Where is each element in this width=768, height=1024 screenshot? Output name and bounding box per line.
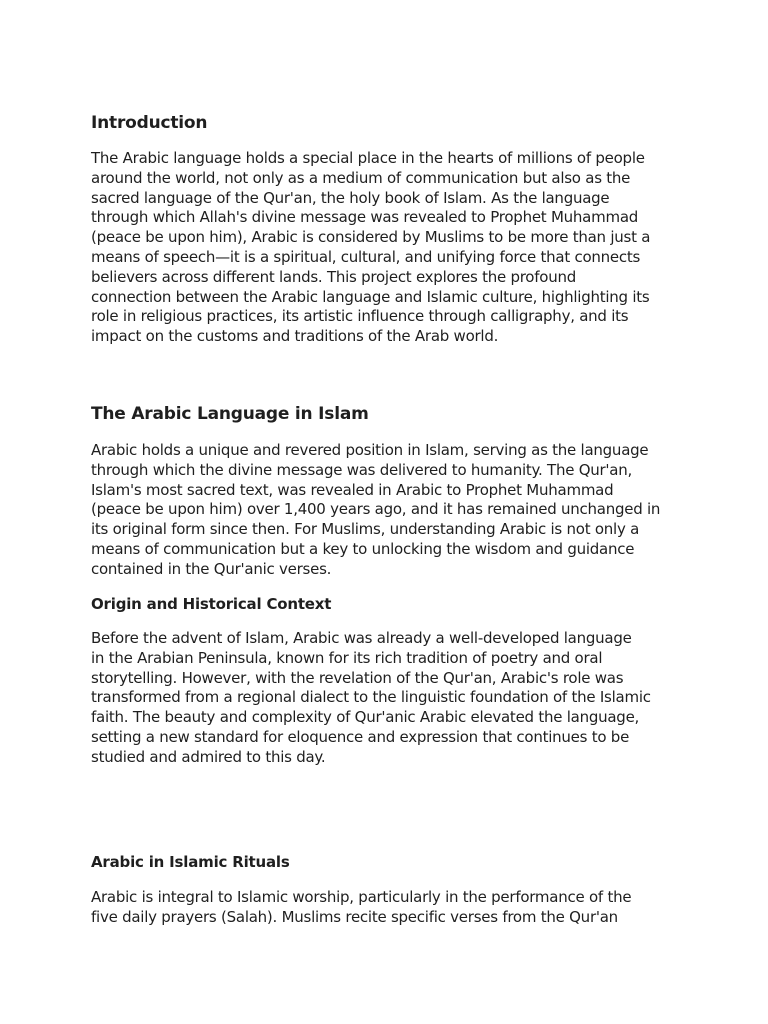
text-line: transformed from a regional dialect to the linguistic foundation of the Islamic (91, 688, 651, 707)
text-line: contained in the Qur'anic verses. (91, 559, 332, 578)
text-line: five daily prayers (Salah). Muslims recite specific verses from the Qur'an (91, 907, 618, 926)
text-line: setting a new standard for eloquence and expression that continues to be (91, 727, 630, 746)
text-line: Before the advent of Islam, Arabic was already a well-developed language (91, 629, 632, 647)
text-line: studied and admired to this day. (91, 747, 326, 766)
text-line: through which Allah's divine message was revealed to Prophet Muhammad (91, 208, 639, 227)
text-line: Arabic is integral to Islamic worship, particularly in the performance of the (91, 888, 632, 906)
subsection-heading-rituals: Arabic in Islamic Rituals (91, 853, 290, 871)
paragraph-arabic-language-in-islam (91, 441, 691, 580)
text-line: The Arabic language holds a special place in the hearts of millions of people (91, 149, 645, 167)
section-heading-arabic-language-in-islam: The Arabic Language in Islam (91, 404, 369, 424)
text-line: impact on the customs and traditions of the Arab world. (91, 327, 499, 346)
text-line: (peace be upon him), Arabic is considered by Muslims to be more than just a (91, 228, 651, 247)
paragraph-rituals (91, 888, 691, 928)
section-heading-introduction: Introduction (91, 113, 208, 133)
text-line: Arabic holds a unique and revered position in Islam, serving as the language (91, 441, 649, 459)
paragraph-origin (91, 629, 691, 768)
text-line: around the world, not only as a medium of communication but also as the (91, 168, 631, 187)
text-line: through which the divine message was delivered to humanity. The Qur'an, (91, 460, 633, 479)
text-line: (peace be upon him) over 1,400 years ago, and it has remained unchanged in (91, 500, 661, 519)
text-line: in the Arabian Peninsula, known for its rich tradition of poetry and oral (91, 648, 603, 667)
text-line: sacred language of the Qur'an, the holy book of Islam. As the language (91, 188, 610, 207)
text-line: means of communication but a key to unlocking the wisdom and guidance (91, 539, 635, 558)
text-line: role in religious practices, its artistic influence through calligraphy, and its (91, 307, 629, 326)
text-line: believers across different lands. This project explores the profound (91, 267, 576, 286)
text-line: faith. The beauty and complexity of Qur'anic Arabic elevated the language, (91, 708, 640, 727)
text-line: means of speech—it is a spiritual, cultural, and unifying force that connects (91, 247, 641, 266)
text-line: Islam's most sacred text, was revealed in Arabic to Prophet Muhammad (91, 480, 614, 499)
text-line: connection between the Arabic language and Islamic culture, highlighting its (91, 287, 650, 306)
subsection-heading-origin: Origin and Historical Context (91, 595, 332, 613)
text-line: its original form since then. For Muslims, understanding Arabic is not only a (91, 520, 640, 539)
paragraph-introduction (91, 149, 691, 347)
text-line: storytelling. However, with the revelation of the Qur'an, Arabic's role was (91, 668, 624, 687)
